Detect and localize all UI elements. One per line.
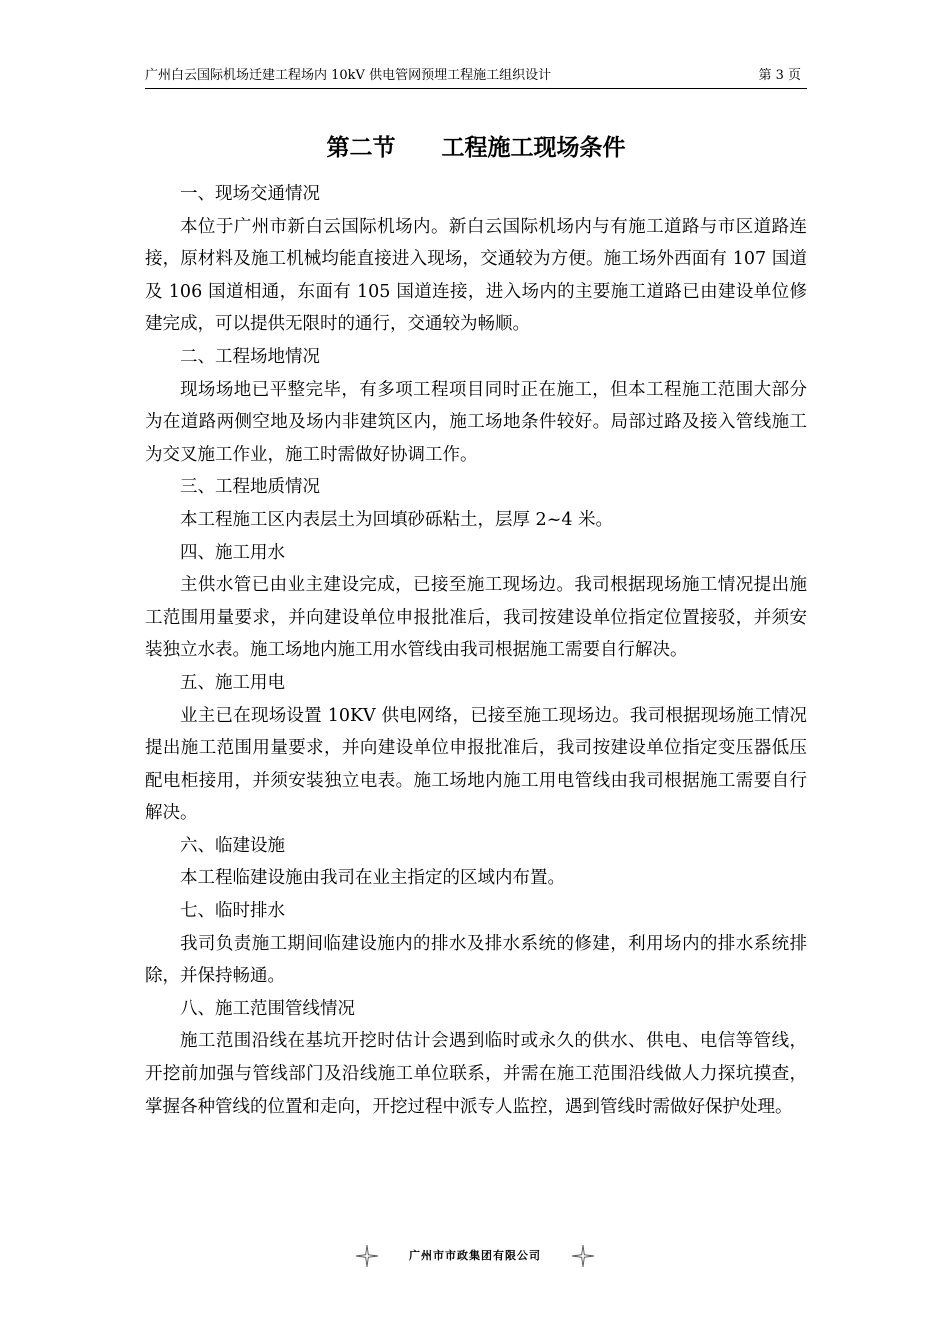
paragraph-pipelines: 施工范围沿线在基坑开挖时估计会遇到临时或永久的供水、供电、电信等管线，开挖前加强与管线部门及沿线施工单位联系，并需在施工范围沿线做人力探坑摸查，掌握各种管线的位置和走向，开挖过程中派专人监控，遇到管线时需做好保护处理。 [145, 1031, 807, 1117]
heading-drainage: 七、临时排水 [180, 901, 285, 922]
page-number: 第 3 页 [758, 68, 801, 83]
paragraph-drainage: 我司负责施工期间临建设施内的排水及排水系统的修建，利用场内的排水系统排除，并保持畅通。 [145, 933, 807, 987]
section-title: 第二节 工程施工现场条件 [326, 134, 626, 161]
paragraph-temporary-facilities: 本工程临建设施由我司在业主指定的区域内布置。 [180, 868, 565, 889]
company-name: 广州市市政集团有限公司 [409, 1249, 541, 1262]
heading-water: 四、施工用水 [180, 542, 285, 563]
heading-power: 五、施工用电 [180, 672, 285, 693]
paragraph-geology: 本工程施工区内表层土为回填砂砾粘土，层厚 2~4 米。 [180, 509, 614, 530]
body-text [145, 178, 807, 1123]
page-header [145, 66, 807, 89]
paragraph-water: 主供水管已由业主建设完成，已接至施工现场边。我司根据现场施工情况提出施工范围用量要求，并向建设单位申报批准后，我司按建设单位指定位置接驳，并须安装独立水表。施工场地内施工用水管线由我司根据施工需要自行解决。 [145, 575, 807, 661]
page-footer [355, 1240, 595, 1272]
sparkle-star-icon [355, 1244, 379, 1268]
heading-pipelines: 八、施工范围管线情况 [180, 998, 355, 1019]
paragraph-power: 业主已在现场设置 10KV 供电网络，已接至施工现场边。我司根据现场施工情况提出施工范围用量要求，并向建设单位申报批准后，我司按建设单位指定变压器低压配电柜接用，并须安装独立电表。施工场地内施工用电管线由我司根据施工需要自行解决。 [145, 705, 807, 824]
paragraph-traffic: 本位于广州市新白云国际机场内。新白云国际机场内与有施工道路与市区道路连接，原材料及施工机械均能直接进入现场，交通较为方便。施工场外西面有 107 国道及 106 国道相通，东面有 105 国道连接，进入场内的主要施工道路已由建设单位修建完成，可以提供无限时的通行，交通较为畅顺。 [145, 216, 807, 335]
paragraph-site: 现场场地已平整完毕，有多项工程项目同时正在施工，但本工程施工范围大部分为在道路两侧空地及场内非建筑区内，施工场地条件较好。局部过路及接入管线施工为交叉施工作业，施工时需做好协调工作。 [145, 379, 807, 465]
sparkle-star-icon [571, 1244, 595, 1268]
document-title: 广州白云国际机场迁建工程场内 10kV 供电管网预埋工程施工组织设计 [145, 68, 552, 83]
heading-traffic: 一、现场交通情况 [180, 184, 320, 204]
heading-site: 二、工程场地情况 [180, 346, 320, 367]
heading-temporary-facilities: 六、临建设施 [180, 835, 285, 856]
heading-geology: 三、工程地质情况 [180, 477, 320, 498]
